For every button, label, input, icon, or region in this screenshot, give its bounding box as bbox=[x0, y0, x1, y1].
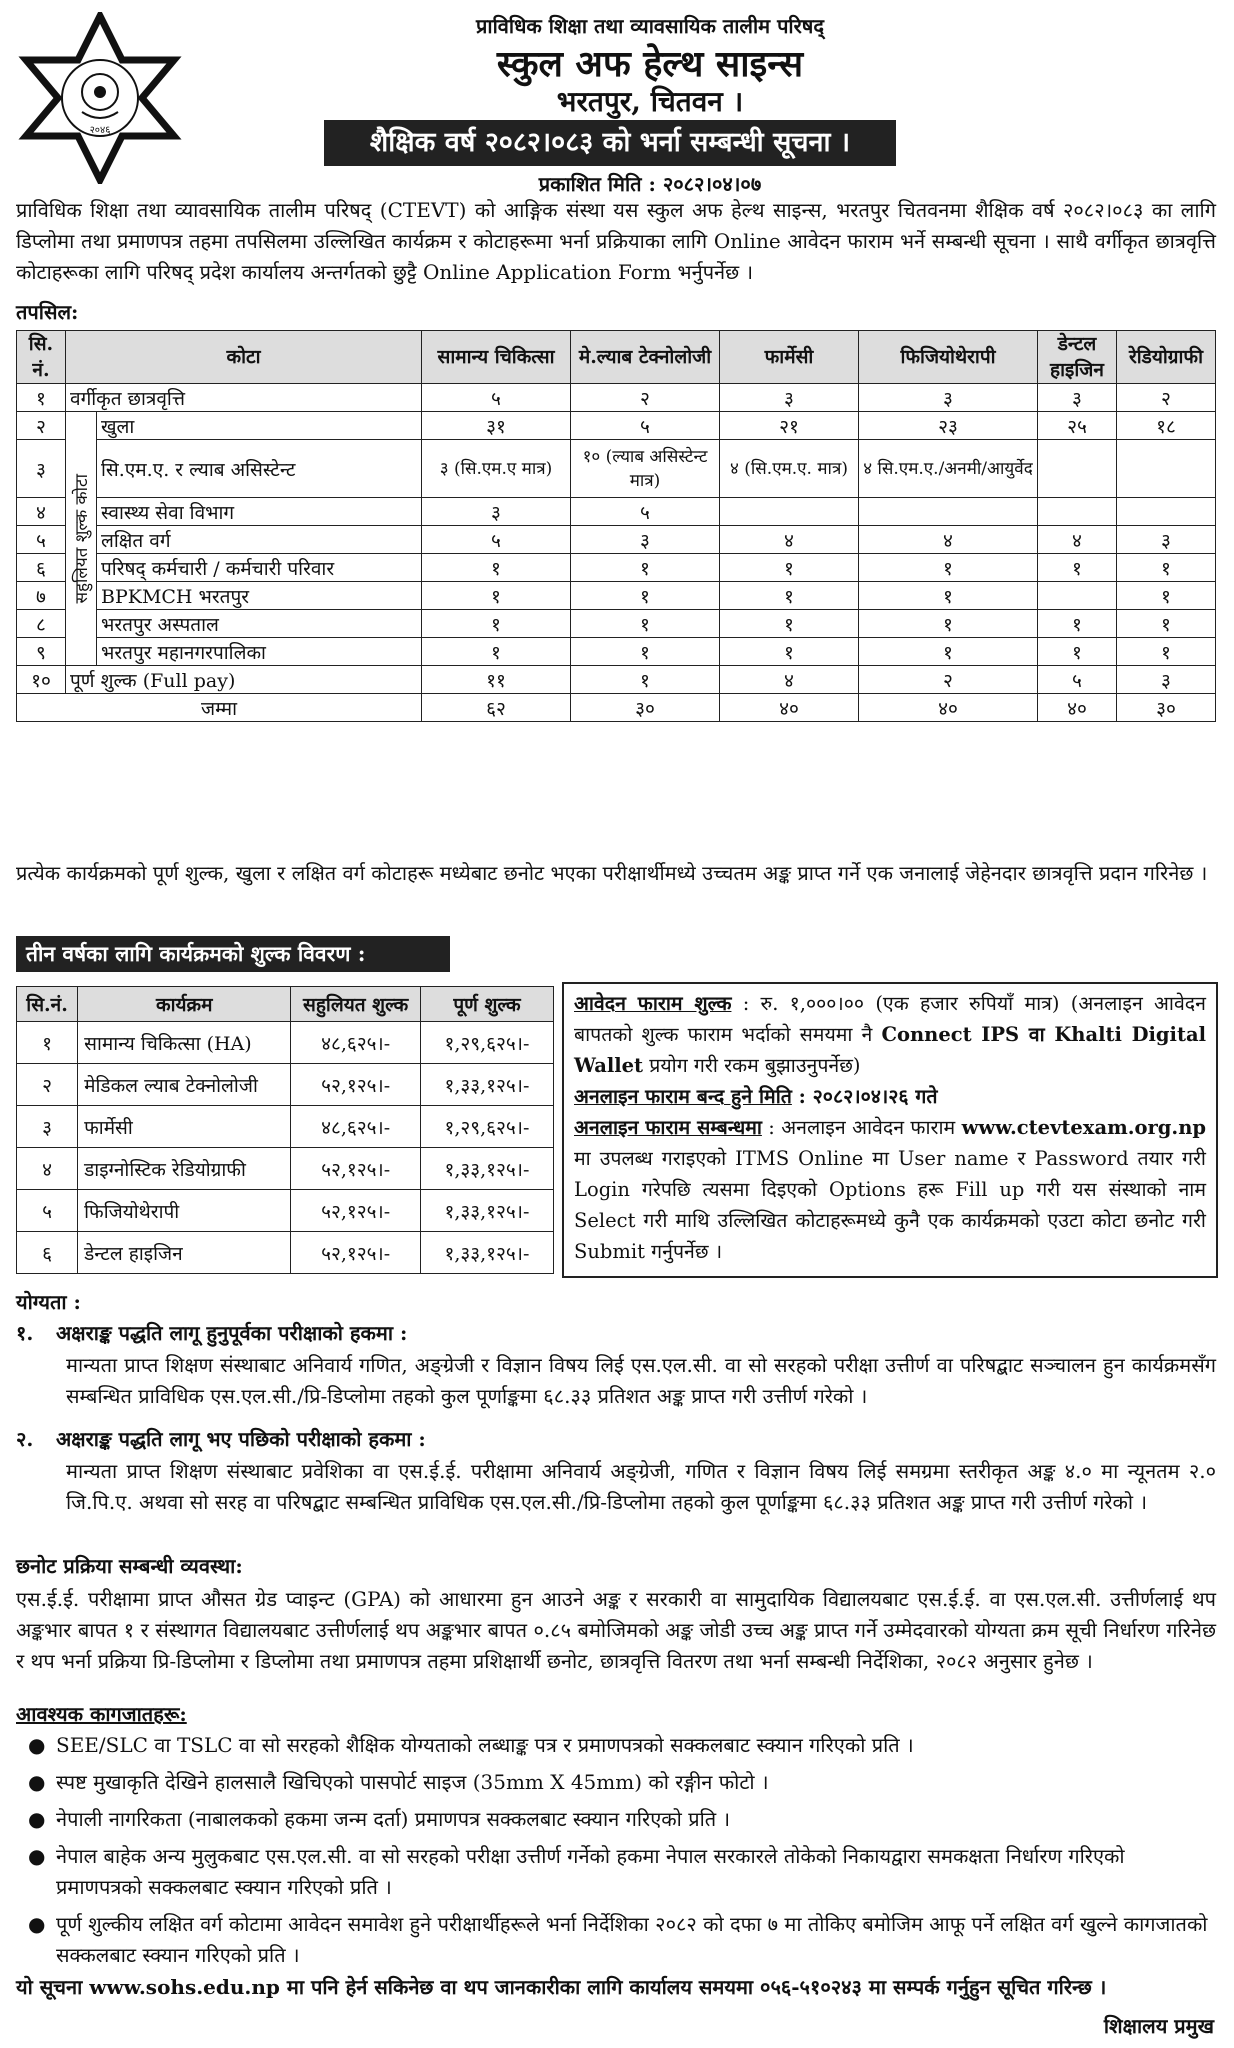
total-cell: ४० bbox=[859, 694, 1038, 722]
item-number: १. bbox=[16, 1321, 34, 1345]
fee-header-row bbox=[17, 987, 554, 1022]
document-item bbox=[16, 1730, 1216, 1761]
quota-cell: ५ bbox=[422, 526, 571, 554]
bullet-icon: ● bbox=[28, 1912, 46, 1936]
ctevt-logo-icon bbox=[14, 12, 186, 184]
quota-cell: ४ सि.एम.ए./अनमी/आयुर्वेद bbox=[859, 440, 1038, 498]
item-title: अक्षराङ्क पद्धति लागू हुनुपूर्वका परीक्षाको हकमा : bbox=[56, 1321, 408, 1345]
row-number: १० bbox=[17, 666, 66, 694]
total-row bbox=[17, 694, 1216, 722]
notice-title: शैक्षिक वर्ष २०८२।०८३ को भर्ना सम्बन्धी सूचना । bbox=[324, 120, 896, 166]
close-date-label: अनलाइन फाराम बन्द हुने मिति bbox=[574, 1085, 792, 1108]
eligibility-item-2-title bbox=[16, 1424, 1216, 1455]
fee-row bbox=[17, 1022, 554, 1064]
row-number: ६ bbox=[17, 1232, 78, 1274]
quota-name: भरतपुर महानगरपालिका bbox=[97, 638, 422, 666]
quota-cell: २५ bbox=[1038, 412, 1117, 440]
fee-text: : रु. १,०००।०० (एक हजार रुपियाँ मात्र) (अनलाइन आवेदन बापतको शुल्क फाराम भर्दाको समयमा नै bbox=[574, 992, 1206, 1046]
quota-table bbox=[16, 330, 1216, 722]
council-name: प्राविधिक शिक्षा तथा व्यावसायिक तालीम परिषद् bbox=[476, 14, 824, 38]
quota-cell: ४ bbox=[1038, 526, 1117, 554]
scholarship-note: प्रत्येक कार्यक्रमको पूर्ण शुल्क, खुला र लक्षित वर्ग कोटाहरू मध्येबाट छनोट भएका परीक्षार्थीमध्ये उच्चतम अङ्क प्राप्त गर्ने एक जनालाई जेहेनदार छात्रवृत्ति प्रदान गरिनेछ । bbox=[16, 861, 1208, 885]
quota-cell bbox=[1117, 440, 1216, 498]
quota-cell: १ bbox=[859, 554, 1038, 582]
bullet-icon: ● bbox=[28, 1844, 46, 1868]
quota-cell: २३ bbox=[859, 412, 1038, 440]
fee-amount: १,३३,१२५।- bbox=[420, 1232, 553, 1274]
quota-cell: १ bbox=[859, 638, 1038, 666]
row-number: ३ bbox=[17, 440, 66, 498]
col-header: फिजियोथेरापी bbox=[859, 331, 1038, 384]
quota-cell: १० (ल्याब असिस्टेन्ट मात्र) bbox=[571, 440, 720, 498]
quota-cell: १ bbox=[859, 582, 1038, 610]
col-header: सि. नं. bbox=[17, 331, 66, 384]
quota-cell bbox=[859, 498, 1038, 526]
quota-cell: १ bbox=[1038, 638, 1117, 666]
col-header: कोटा bbox=[66, 331, 422, 384]
selection-heading: छनोट प्रक्रिया सम्बन्धी व्यवस्था: bbox=[16, 1554, 243, 1578]
quota-cell: ३ bbox=[1117, 526, 1216, 554]
program-name: डेन्टल हाइजिन bbox=[78, 1232, 291, 1274]
fee-amount: १,३३,१२५।- bbox=[420, 1190, 553, 1232]
fee-amount: ५२,१२५।- bbox=[291, 1232, 421, 1274]
col-header: फार्मेसी bbox=[720, 331, 859, 384]
program-name: फिजियोथेरापी bbox=[78, 1190, 291, 1232]
school-name: स्कुल अफ हेल्थ साइन्स bbox=[496, 43, 804, 85]
total-cell: ४० bbox=[720, 694, 859, 722]
quota-cell: १ bbox=[422, 582, 571, 610]
online-text: : अनलाइन आवेदन फाराम bbox=[761, 1116, 962, 1139]
quota-name: खुला bbox=[97, 412, 422, 440]
quota-cell: १ bbox=[571, 554, 720, 582]
quota-cell: ५ bbox=[422, 384, 571, 412]
close-date-text: : २०८२।०४।२६ गते bbox=[791, 1085, 938, 1108]
quota-name: पूर्ण शुल्क (Full pay) bbox=[66, 666, 422, 694]
fee-heading: तीन वर्षका लागि कार्यक्रमको शुल्क विवरण : bbox=[16, 936, 450, 972]
bullet-icon: ● bbox=[28, 1807, 46, 1831]
eligibility-heading: योग्यता : bbox=[16, 1290, 81, 1314]
quota-cell: १ bbox=[859, 610, 1038, 638]
signature: शिक्षालय प्रमुख bbox=[1103, 2014, 1214, 2038]
row-number: १ bbox=[17, 1022, 78, 1064]
quota-cell: ५ bbox=[571, 498, 720, 526]
fee-amount: ४८,६२५।- bbox=[291, 1022, 421, 1064]
quota-name: भरतपुर अस्पताल bbox=[97, 610, 422, 638]
row-number: ६ bbox=[17, 554, 66, 582]
quota-row bbox=[17, 610, 1216, 638]
document-item bbox=[16, 1804, 1216, 1835]
quota-name: BPKMCH भरतपुर bbox=[97, 582, 422, 610]
row-number: ५ bbox=[17, 526, 66, 554]
quota-cell: १ bbox=[1117, 638, 1216, 666]
fee-amount: १,२९,६२५।- bbox=[420, 1022, 553, 1064]
document-text: SEE/SLC वा TSLC वा सो सरहको शैक्षिक योग्यताको लब्धाङ्क पत्र र प्रमाणपत्रको सक्कलबाट स्क्यान गरिएको प्रति । bbox=[56, 1733, 914, 1757]
fee-amount: १,३३,१२५।- bbox=[420, 1064, 553, 1106]
program-name: मेडिकल ल्याब टेक्नोलोजी bbox=[78, 1064, 291, 1106]
quota-cell: ४ (सि.एम.ए. मात्र) bbox=[720, 440, 859, 498]
quota-cell: १ bbox=[422, 554, 571, 582]
quota-cell: ३ bbox=[1117, 666, 1216, 694]
total-cell: ३० bbox=[1117, 694, 1216, 722]
quota-row bbox=[17, 582, 1216, 610]
quota-name: परिषद् कर्मचारी / कर्मचारी परिवार bbox=[97, 554, 422, 582]
documents-list bbox=[16, 1730, 1216, 1977]
quota-cell: ३ bbox=[720, 384, 859, 412]
fee-amount: ५२,१२५।- bbox=[291, 1190, 421, 1232]
quota-cell: ५ bbox=[571, 412, 720, 440]
quota-cell: २ bbox=[571, 384, 720, 412]
quota-cell: २ bbox=[859, 666, 1038, 694]
quota-cell: १८ bbox=[1117, 412, 1216, 440]
col-header: मे.ल्याब टेक्नोलोजी bbox=[571, 331, 720, 384]
document-text: नेपाली नागरिकता (नाबालकको हकमा जन्म दर्ता) प्रमाणपत्र सक्कलबाट स्क्यान गरिएको प्रति । bbox=[56, 1807, 731, 1831]
quota-cell: १ bbox=[571, 666, 720, 694]
quota-row bbox=[17, 440, 1216, 498]
online-text-2: मा उपलब्ध गराइएको ITMS Online मा User name र Password तयार गरी Login गरेपछि त्यसमा दिइएको Options हरू Fill up गरी यस संस्थाको नाम Select गरी माथि उल्लिखित कोटाहरूमध्ये कुनै एक कार्यक्रमको एउटा कोटा छनोट गरी Submit गर्नुपर्नेछ । bbox=[574, 1147, 1206, 1263]
fee-row bbox=[17, 1232, 554, 1274]
total-cell: ६२ bbox=[422, 694, 571, 722]
quota-row bbox=[17, 666, 1216, 694]
item-number: २. bbox=[16, 1427, 34, 1451]
col-header: सि.नं. bbox=[17, 987, 78, 1022]
quota-cell: ११ bbox=[422, 666, 571, 694]
quota-cell: ३१ bbox=[422, 412, 571, 440]
eligibility-item-2-text: मान्यता प्राप्त शिक्षण संस्थाबाट प्रवेशिका वा एस.ई.ई. परीक्षामा अनिवार्य अङ्ग्रेजी, गणित र विज्ञान विषय लिई समग्रमा स्तरीकृत अङ्क ४.० मा न्यूनतम २.० जि.पि.ए. अथवा सो सरह वा परिषद्बाट सम्बन्धित प्राविधिक एस.एल.सी./प्रि-डिप्लोमा तहको कुल पूर्णाङ्कमा ६८.३३ प्रतिशत अङ्क प्राप्त गरी उत्तीर्ण गरेको । bbox=[66, 1459, 1216, 1514]
footer-contact: यो सूचना www.sohs.edu.np मा पनि हेर्न सकिनेछ वा थप जानकारीका लागि कार्यालय समयमा ०५६-५१०२४३ मा सम्पर्क गर्नुहुन सूचित गरिन्छ । bbox=[16, 1975, 1107, 1999]
total-label: जम्मा bbox=[17, 694, 422, 722]
application-info-box bbox=[562, 982, 1218, 1278]
eligibility-item-1-title bbox=[16, 1318, 1216, 1349]
quota-cell: १ bbox=[571, 610, 720, 638]
bullet-icon: ● bbox=[28, 1770, 46, 1794]
eligibility-item-1-text: मान्यता प्राप्त शिक्षण संस्थाबाट अनिवार्य गणित, अङ्ग्रेजी र विज्ञान विषय लिई एस.एल.सी. वा सो सरहको परीक्षा उत्तीर्ण वा परिषद्बाट सञ्चालन हुन कार्यक्रमसँग सम्बन्धित प्राविधिक एस.एल.सी./प्रि-डिप्लोमा तहको कुल पूर्णाङ्कमा ६८.३३ प्रतिशत अङ्क प्राप्त गरी उत्तीर्ण गरेको । bbox=[66, 1353, 1216, 1408]
quota-name: स्वास्थ्य सेवा विभाग bbox=[97, 498, 422, 526]
exam-url-link[interactable]: www.ctevtexam.org.np bbox=[961, 1116, 1207, 1139]
quota-cell: १ bbox=[720, 582, 859, 610]
document-item bbox=[16, 1841, 1216, 1903]
fee-amount: ५२,१२५।- bbox=[291, 1064, 421, 1106]
quota-cell bbox=[1038, 440, 1117, 498]
row-number: २ bbox=[17, 412, 66, 440]
quota-cell: १ bbox=[422, 638, 571, 666]
quota-name: सि.एम.ए. र ल्याब असिस्टेन्ट bbox=[97, 440, 422, 498]
documents-heading: आवश्यक कागजातहरू: bbox=[16, 1702, 187, 1726]
quota-cell: १ bbox=[571, 582, 720, 610]
document-item bbox=[16, 1767, 1216, 1798]
fee-row bbox=[17, 1148, 554, 1190]
quota-cell bbox=[1038, 498, 1117, 526]
quota-cell: १ bbox=[422, 610, 571, 638]
quota-cell: १ bbox=[720, 638, 859, 666]
fee-row bbox=[17, 1106, 554, 1148]
col-header: सामान्य चिकित्सा bbox=[422, 331, 571, 384]
item-title: अक्षराङ्क पद्धति लागू भए पछिको परीक्षाको हकमा : bbox=[56, 1427, 426, 1451]
fee-text-2: प्रयोग गरी रकम बुझाउनुपर्नेछ) bbox=[643, 1054, 861, 1077]
quota-cell: १ bbox=[720, 610, 859, 638]
quota-cell bbox=[1038, 582, 1117, 610]
school-place: भरतपुर, चितवन । bbox=[556, 85, 744, 118]
col-header: सहुलियत शुल्क bbox=[291, 987, 421, 1022]
row-number: ७ bbox=[17, 582, 66, 610]
row-number: ५ bbox=[17, 1190, 78, 1232]
quota-cell: १ bbox=[720, 554, 859, 582]
fee-row bbox=[17, 1190, 554, 1232]
row-number: ४ bbox=[17, 498, 66, 526]
quota-row bbox=[17, 412, 1216, 440]
quota-cell: ४ bbox=[859, 526, 1038, 554]
fee-amount: ५२,१२५।- bbox=[291, 1148, 421, 1190]
total-cell: ४० bbox=[1038, 694, 1117, 722]
total-cell: ३० bbox=[571, 694, 720, 722]
quota-cell bbox=[1117, 498, 1216, 526]
row-number: ८ bbox=[17, 610, 66, 638]
document-item bbox=[16, 1909, 1216, 1971]
quota-cell: १ bbox=[571, 638, 720, 666]
row-number: ३ bbox=[17, 1106, 78, 1148]
concession-group-text: सहुलियत शुल्क कोटा bbox=[71, 473, 92, 604]
document-text: पूर्ण शुल्कीय लक्षित वर्ग कोटामा आवेदन समावेश हुने परीक्षार्थीहरूले भर्ना निर्देशिका २०८२ को दफा ७ मा तोकिए बमोजिम आफू पर्ने लक्षित वर्ग खुल्ने कागजातको सक्कलबाट स्क्यान गरिएको प्रति । bbox=[56, 1912, 1208, 1967]
quota-cell: १ bbox=[1117, 582, 1216, 610]
quota-row bbox=[17, 554, 1216, 582]
col-header: पूर्ण शुल्क bbox=[420, 987, 553, 1022]
quota-cell: ३ bbox=[859, 384, 1038, 412]
quota-name: वर्गीकृत छात्रवृत्ति bbox=[66, 384, 422, 412]
quota-row bbox=[17, 384, 1216, 412]
logo-seal-text: २०४६ bbox=[89, 125, 111, 136]
fee-amount: १,३३,१२५।- bbox=[420, 1148, 553, 1190]
quota-row bbox=[17, 498, 1216, 526]
quota-header-row bbox=[17, 331, 1216, 384]
fee-row bbox=[17, 1064, 554, 1106]
quota-cell bbox=[720, 498, 859, 526]
tapasil-label: तपसिल: bbox=[16, 300, 79, 324]
intro-paragraph: प्राविधिक शिक्षा तथा व्यावसायिक तालीम परिषद् (CTEVT) को आङ्गिक संस्था यस स्कुल अफ हेल्थ साइन्स, भरतपुर चितवनमा शैक्षिक वर्ष २०८२।०८३ का लागि डिप्लोमा तथा प्रमाणपत्र तहमा तपसिलमा उल्लिखित कार्यक्रम र कोटाहरूमा भर्ना प्रक्रियाका लागि Online आवेदन फाराम भर्ने सम्बन्धी सूचना । साथै वर्गीकृत छात्रवृत्ति कोटाहरूका लागि परिषद् प्रदेश कार्यालय अन्तर्गतको छुट्टै Online Application Form भर्नुपर्नेछ । bbox=[16, 198, 1216, 284]
row-number: ९ bbox=[17, 638, 66, 666]
quota-cell: १ bbox=[1117, 554, 1216, 582]
row-number: ४ bbox=[17, 1148, 78, 1190]
selection-text: एस.ई.ई. परीक्षामा प्राप्त औसत ग्रेड प्वाइन्ट (GPA) को आधारमा हुन आउने अङ्क र सरकारी वा सामुदायिक विद्यालयबाट एस.ई.ई. वा एस.एल.सी. उत्तीर्णलाई थप अङ्कभार बापत १ र संस्थागत विद्यालयबाट उत्तीर्णलाई थप अङ्कभार बापत ०.८५ बमोजिमको अङ्क जोडी उच्च अङ्क प्राप्त गर्ने उम्मेदवारको योग्यता क्रम सूची निर्धारण गरिनेछ र थप भर्ना प्रक्रिया प्रि-डिप्लोमा र डिप्लोमा तथा प्रमाणपत्र तहमा प्रशिक्षार्थी छनोट, छात्रवृत्ति वितरण तथा भर्ना सम्बन्धी निर्देशिका, २०८२ अनुसार हुनेछ । bbox=[16, 1587, 1216, 1673]
quota-cell: ३ bbox=[422, 498, 571, 526]
fee-amount: १,२९,६२५।- bbox=[420, 1106, 553, 1148]
col-header: रेडियोग्राफी bbox=[1117, 331, 1216, 384]
quota-cell: ३ (सि.एम.ए मात्र) bbox=[422, 440, 571, 498]
online-label: अनलाइन फाराम सम्बन्धमा bbox=[574, 1116, 762, 1139]
quota-cell: १ bbox=[1038, 610, 1117, 638]
quota-cell: १ bbox=[1117, 610, 1216, 638]
bullet-icon: ● bbox=[28, 1733, 46, 1757]
quota-cell: ४ bbox=[720, 526, 859, 554]
quota-cell: २१ bbox=[720, 412, 859, 440]
program-name: डाइग्नोस्टिक रेडियोग्राफी bbox=[78, 1148, 291, 1190]
quota-cell: ३ bbox=[1038, 384, 1117, 412]
fee-table bbox=[16, 986, 554, 1274]
quota-cell: २ bbox=[1117, 384, 1216, 412]
quota-cell: १ bbox=[1038, 554, 1117, 582]
quota-cell: ५ bbox=[1038, 666, 1117, 694]
payment-wallets: Connect IPS वा Khalti Digital Wallet bbox=[574, 1023, 1206, 1077]
quota-row bbox=[17, 638, 1216, 666]
col-header: कार्यक्रम bbox=[78, 987, 291, 1022]
program-name: फार्मेसी bbox=[78, 1106, 291, 1148]
quota-row bbox=[17, 526, 1216, 554]
fee-amount: ४८,६२५।- bbox=[291, 1106, 421, 1148]
row-number: १ bbox=[17, 384, 66, 412]
col-header: डेन्टल हाइजिन bbox=[1038, 331, 1117, 384]
published-date: प्रकाशित मिति : २०८२।०४।०७ bbox=[538, 172, 762, 196]
program-name: सामान्य चिकित्सा (HA) bbox=[78, 1022, 291, 1064]
document-text: नेपाल बाहेक अन्य मुलुकबाट एस.एल.सी. वा सो सरहको परीक्षा उत्तीर्ण गर्नेको हकमा नेपाल सरकारले तोकेको निकायद्वारा समकक्षता निर्धारण गरिएको प्रमाणपत्रको सक्कलबाट स्क्यान गरिएको प्रति । bbox=[56, 1844, 1125, 1899]
document-text: स्पष्ट मुखाकृति देखिने हालसालै खिचिएको पासपोर्ट साइज (35mm X 45mm) को रङ्गीन फोटो । bbox=[56, 1770, 769, 1794]
concession-group-label bbox=[66, 412, 97, 666]
quota-cell: ३ bbox=[571, 526, 720, 554]
row-number: २ bbox=[17, 1064, 78, 1106]
quota-cell: ४ bbox=[720, 666, 859, 694]
quota-name: लक्षित वर्ग bbox=[97, 526, 422, 554]
fee-label: आवेदन फाराम शुल्क bbox=[574, 992, 732, 1015]
